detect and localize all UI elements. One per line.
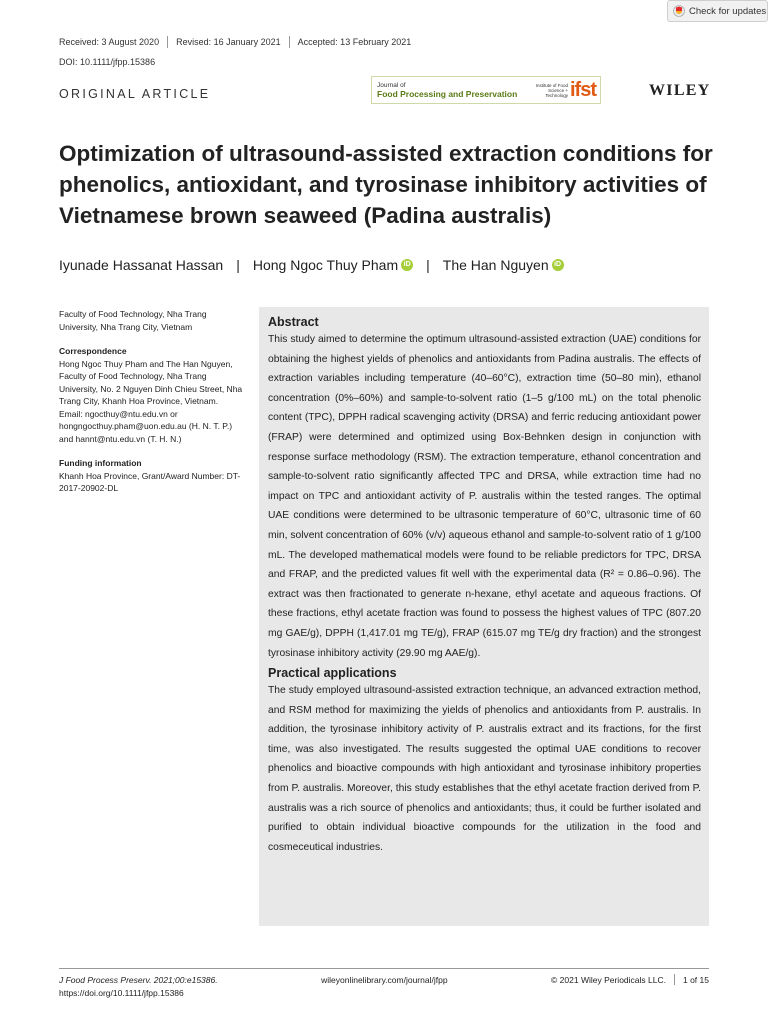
affiliation: Faculty of Food Technology, Nha Trang University, Nha Trang City, Vietnam: [59, 309, 207, 332]
article-sidebar: [59, 308, 244, 507]
journal-banner: [371, 76, 601, 104]
author-separator: |: [236, 257, 240, 273]
correspondence-heading: Correspondence: [59, 346, 127, 356]
author-name: Iyunade Hassanat Hassan: [59, 257, 224, 273]
orcid-icon[interactable]: iD: [401, 259, 413, 271]
page-footer: [59, 974, 709, 998]
divider: [167, 36, 168, 48]
journal-name: Food Processing and Preservation: [377, 88, 518, 99]
received-date: Received: 3 August 2020: [59, 37, 160, 47]
article-type-label: ORIGINAL ARTICLE: [59, 87, 211, 101]
author-separator: |: [426, 257, 430, 273]
abstract-box: [259, 307, 709, 926]
practical-applications-heading: Practical applications: [268, 666, 397, 681]
correspondence-text: Hong Ngoc Thuy Pham and The Han Nguyen, Faculty of Food Technology, Nha Trang University, No. 2 Nguyen Dinh Chieu Street, Nha Trang City, Khanh Hoa Province, Vietnam.: [59, 358, 243, 406]
journal-citation: J Food Process Preserv. 2021;00:e15386.: [59, 974, 218, 985]
article-title: Optimization of ultrasound-assisted extraction conditions for phenolics, antioxidant, and tyrosinase inhibitory activities of Vietnamese brown seaweed (Padina australis): [59, 141, 713, 228]
accepted-date: Accepted: 13 February 2021: [297, 37, 412, 47]
ifst-subtitle: Institute of Food Science + Technology: [535, 82, 568, 98]
publisher-logo: WILEY: [649, 82, 711, 99]
article-history: [59, 36, 411, 48]
ifst-logo-block: [534, 79, 600, 102]
revised-date: Revised: 16 January 2021: [176, 37, 281, 47]
abstract-heading: Abstract: [268, 315, 319, 329]
journal-prefix: Journal of: [377, 81, 406, 89]
doi-text: DOI: 10.1111/jfpp.15386: [59, 57, 156, 67]
page-number: 1 of 15: [682, 974, 709, 985]
orcid-icon[interactable]: iD: [552, 259, 564, 271]
journal-site-link[interactable]: wileyonlinelibrary.com/journal/jfpp: [321, 974, 448, 985]
author-name: Hong Ngoc Thuy Pham: [252, 257, 399, 273]
correspondence-email: Email: ngocthuy@ntu.edu.vn or hongngocthuy.pham@uon.edu.au (H. N. T. P.) and hannt@ntu.edu.vn (T. H. N.): [59, 408, 233, 444]
check-for-updates-label: Check for updates: [689, 5, 767, 17]
divider: [674, 974, 675, 985]
copyright-text: © 2021 Wiley Periodicals LLC.: [551, 974, 666, 985]
abstract-text: This study aimed to determine the optimum ultrasound-assisted extraction (UAE) conditions for obtaining the highest yields of phenolics and antioxidants from Padina australis. The effects of extraction variables including temperature (40–60°C), extraction time (50–80 min), ethanol concentration (0%–60%) and sample-to-solvent ratio (1–5 g/100 mL) on the total phenolic content (TPC), DPPH radical scavenging activity (DRSA) and ferric reducing antioxidant power (FRAP) were determined and optimized using Box-Behnken design in conjunction with response surface methodology (RSM). The extraction temperature, ethanol concentration and sample-to-solvent ratio significantly affected TPC and DRSA, while extraction time had no impact on TPC and antioxidant activity of P. australis within the tested ranges. The optimal UAE conditions were determined to be ultrasonic temperature of 60°C, ultrasonic time of 60 min, solvent concentration of 60% (v/v) aqueous ethanol and sample-to-solvent ratio of 1 g/100 mL. The developed mathematical models were found to be reliable predictors for TPC, DRSA and FRAP, and the predicted values fit well with the experimental data (R² = 0.86–0.96). The extract was then fractionated to generate n-hexane, ethyl acetate and aqueous fractions. Of these fractions, ethyl acetate fraction was found to possess the highest values of TPC (807.20 mg GAE/g), DPPH (1,417.01 mg TE/g), FRAP (615.07 mg TE/g dry fraction) and the strongest tyrosinase inhibitory activity (29.90 mg AAE/g).: [268, 334, 701, 659]
practical-applications-text: The study employed ultrasound-assisted extraction technique, an advanced extraction method, and RSM method for maximizing the yields of phenolics and antioxidants from P. australis. In addition, the tyrosinase inhibitory activity of P. australis extract and its fractions, for the first time, was also investigated. The results suggested the optimal UAE conditions to recover phenolics and bioactive compounds with high antioxidant and tyrosinase inhibitory properties from P. australis. Moreover, this study establishes that the ethyl acetate fraction derived from P. australis was a rich source of phenolics and antioxidants; thus, it could be further isolated and purified to obtain individual bioactive compounds for the utilization in the food and cosmeceutical industries.: [268, 685, 701, 853]
footer-divider: [59, 968, 709, 969]
funding-heading: Funding information: [59, 458, 142, 468]
doi-link[interactable]: https://doi.org/10.1111/jfpp.15386: [59, 988, 184, 998]
divider: [289, 36, 290, 48]
author-name: The Han Nguyen: [442, 257, 549, 273]
ifst-logo: ifst: [570, 78, 596, 101]
funding-text: Khanh Hoa Province, Grant/Award Number: DT-2017-20902-DL: [59, 470, 241, 493]
check-for-updates-button[interactable]: [667, 0, 768, 22]
author-list: [59, 257, 564, 273]
crossmark-icon: [673, 5, 685, 17]
